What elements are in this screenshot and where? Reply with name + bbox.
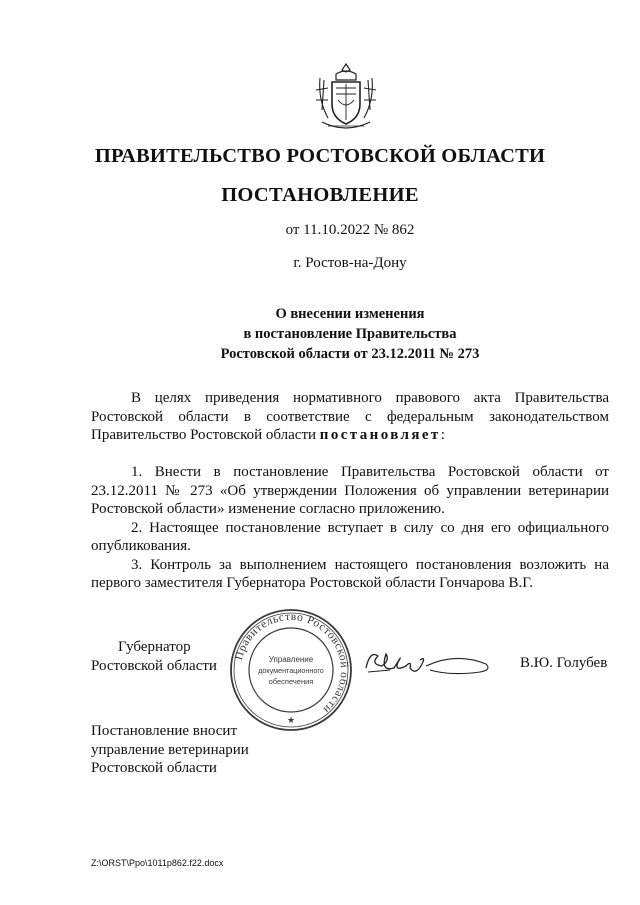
star-icon: ★: [286, 715, 296, 725]
file-path: Z:\ORST\Ppo\1011p862.f22.docx: [91, 858, 224, 868]
signatory-position: [91, 638, 217, 675]
decree-item: 1. Внести в постановление Правительства Ростовской области от 23.12.2011 № 273 «Об утверждении Положения об управлении ветеринарии Ростовской области» изменение согласно приложению.: [91, 464, 609, 517]
city: г. Ростов-на-Дону: [293, 255, 407, 271]
submitter-line: Постановление вносит: [91, 723, 238, 739]
stamp-inner-text: Управление: [268, 655, 314, 664]
decree-item: 2. Настоящее постановление вступает в силу со дня его официального опубликования.: [91, 519, 609, 554]
position-line: Губернатор: [118, 639, 191, 655]
document-subject: [0, 304, 640, 364]
signatory-name: В.Ю. Голубев: [520, 655, 608, 671]
document-type: ПОСТАНОВЛЕНИЕ: [221, 184, 419, 206]
submitter-note: [91, 722, 249, 778]
submitter-line: Ростовской области: [91, 760, 217, 776]
subject-line: в постановление Правительства: [243, 326, 457, 342]
official-stamp: [228, 607, 354, 733]
stamp-outer-text: Правительство Ростовской области: [233, 610, 351, 716]
position-line: Ростовской области: [91, 657, 217, 674]
coat-of-arms-icon: [310, 60, 382, 132]
decree-items: [91, 463, 609, 593]
preamble-end: :: [440, 427, 445, 443]
stamp-inner-text: обеспечения: [268, 677, 314, 686]
preamble-text: В целях приведения нормативного правового акта Правительства Ростовской области в соответствие с федеральным законодательством Правительство Ростовской области: [91, 390, 609, 443]
handwritten-signature: [360, 642, 500, 682]
decree-word: постановляет: [319, 427, 441, 443]
subject-line: О внесении изменения: [275, 306, 425, 322]
preamble-paragraph: [91, 389, 609, 445]
stamp-inner-text: документационного: [258, 666, 324, 675]
submitter-line: управление ветеринарии: [91, 741, 249, 758]
government-title: ПРАВИТЕЛЬСТВО РОСТОВСКОЙ ОБЛАСТИ: [94, 145, 546, 167]
date-and-number: от 11.10.2022 № 862: [285, 222, 415, 238]
decree-item: 3. Контроль за выполнением настоящего постановления возложить на первого заместителя Губернатора Ростовской области Гончарова В.Г.: [91, 556, 609, 591]
subject-line: Ростовской области от 23.12.2011 № 273: [220, 346, 480, 362]
